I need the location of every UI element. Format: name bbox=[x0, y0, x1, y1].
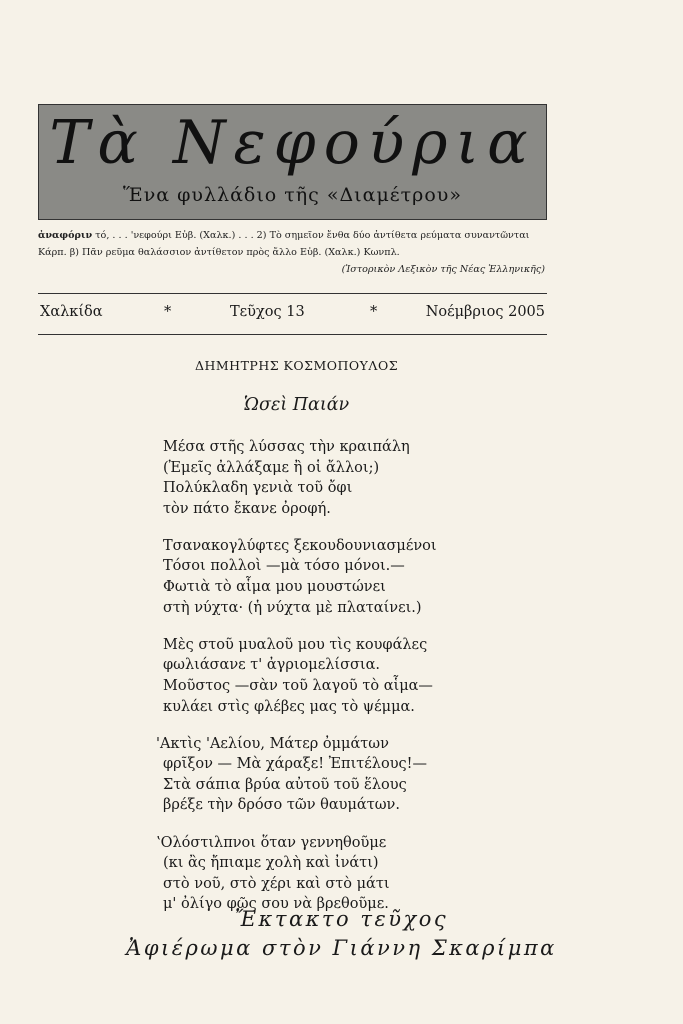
poem-line: βρέξε τὴν δρόσο τῶν θαυμάτων. bbox=[163, 797, 400, 814]
issue-info-bar bbox=[38, 293, 547, 335]
poem-title: Ὡσεὶ Παιάν bbox=[243, 395, 350, 415]
poem-line: Πολύκλαδη γενιὰ τοῦ ὄφι bbox=[163, 480, 353, 497]
masthead-title: Τὰ Νεφούρια bbox=[49, 108, 536, 178]
definition-line-1 bbox=[38, 227, 547, 244]
definition-line-2: Κάρπ. β) Πᾶν ρεῦμα θαλάσσιον ἀντίθετον πρὸς ἄλλο Εὐβ. (Χαλκ.) Κωνπλ. bbox=[38, 247, 400, 258]
poem-line: Φωτιὰ τὸ αἷμα μου μουστώνει bbox=[163, 579, 386, 596]
poem-line: τὸν πάτο ἔκανε ὀροφή. bbox=[163, 500, 331, 517]
stanza bbox=[163, 437, 503, 519]
stanza bbox=[156, 734, 503, 816]
stanza bbox=[163, 536, 503, 618]
poem-line: ʽΟλόστιλπνοι ὅταν γεννηθοῦμε bbox=[156, 834, 387, 851]
poem-line: φρῖξον — Μὰ χάραξε! Ἐπιτέλους!— bbox=[163, 756, 427, 773]
special-issue-label: Ἔκτακτο τεῦχος bbox=[234, 907, 449, 931]
stanza bbox=[163, 635, 503, 717]
issue-separator: * bbox=[164, 304, 172, 320]
definition-text-1: τό, . . . 'νεφούρι Εὐβ. (Χαλκ.) . . . 2) Τὸ σημεῖον ἔνθα δύο ἀντίθετα ρεύματα συναντῶνται bbox=[92, 230, 530, 241]
poem-line: (Ἐμεῖς ἀλλάξαμε ἢ οἱ ἄλλοι;) bbox=[163, 459, 380, 476]
issue-number: Τεῦχος 13 bbox=[230, 304, 305, 320]
issue-city: Χαλκίδα bbox=[40, 304, 103, 320]
poem-line: Τσανακογλύφτες ξεκουδουνιασμένοι bbox=[163, 537, 437, 554]
poem-line: Μὲς στοῦ μυαλοῦ μου τὶς κουφάλες bbox=[163, 636, 428, 653]
poem-line: στὸ νοῦ, στὸ χέρι καὶ στὸ μάτι bbox=[163, 875, 390, 892]
poem-body bbox=[156, 437, 503, 931]
stanza bbox=[156, 833, 503, 915]
poem-line: στὴ νύχτα· (ἡ νύχτα μὲ πλαταίνει.) bbox=[163, 599, 422, 616]
poem-line: μ' ὀλίγο φῶς σου νὰ βρεθοῦμε. bbox=[163, 896, 389, 913]
poem-line: κυλάει στὶς φλέβες μας τὸ ψέμμα. bbox=[163, 698, 415, 715]
tribute-label: Ἀφιέρωμα στὸν Γιάννη Σκαρίμπα bbox=[126, 936, 557, 960]
poem-line: Μοῦστος —σὰν τοῦ λαγοῦ τὸ αἷμα— bbox=[163, 677, 433, 694]
poem-line: Στὰ σάπια βρύα αὐτοῦ τοῦ ἕλους bbox=[163, 776, 407, 793]
poem-line: φωλιάσανε τ' ἀγριομελίσσια. bbox=[163, 657, 380, 674]
poem-line: (κι ἂς ἤπιαμε χολὴ καὶ ἰνάτι) bbox=[163, 855, 379, 872]
definition-source: (Ἱστορικὸν Λεξικὸν τῆς Νέας Ἑλληνικῆς) bbox=[341, 264, 545, 275]
poem-line: Τόσοι πολλοὶ —μὰ τόσο μόνοι.— bbox=[163, 558, 405, 575]
masthead bbox=[38, 104, 547, 220]
poem-line: Μέσα στῆς λύσσας τὴν κραιπάλη bbox=[163, 439, 410, 455]
dictionary-definition bbox=[38, 227, 547, 278]
definition-headword: ἀναφόριν bbox=[38, 230, 93, 241]
masthead-subtitle: Ἕνα φυλλάδιο τῆς «Διαμέτρου» bbox=[123, 184, 462, 206]
issue-date: Νοέμβριος 2005 bbox=[425, 304, 545, 320]
poem-author: ΔΗΜΗΤΡΗΣ ΚΟΣΜΟΠΟΥΛΟΣ bbox=[194, 358, 399, 373]
issue-separator: * bbox=[370, 304, 378, 320]
poem-line: 'Ακτὶς 'Αελίου, Μάτερ ὀμμάτων bbox=[156, 735, 389, 752]
